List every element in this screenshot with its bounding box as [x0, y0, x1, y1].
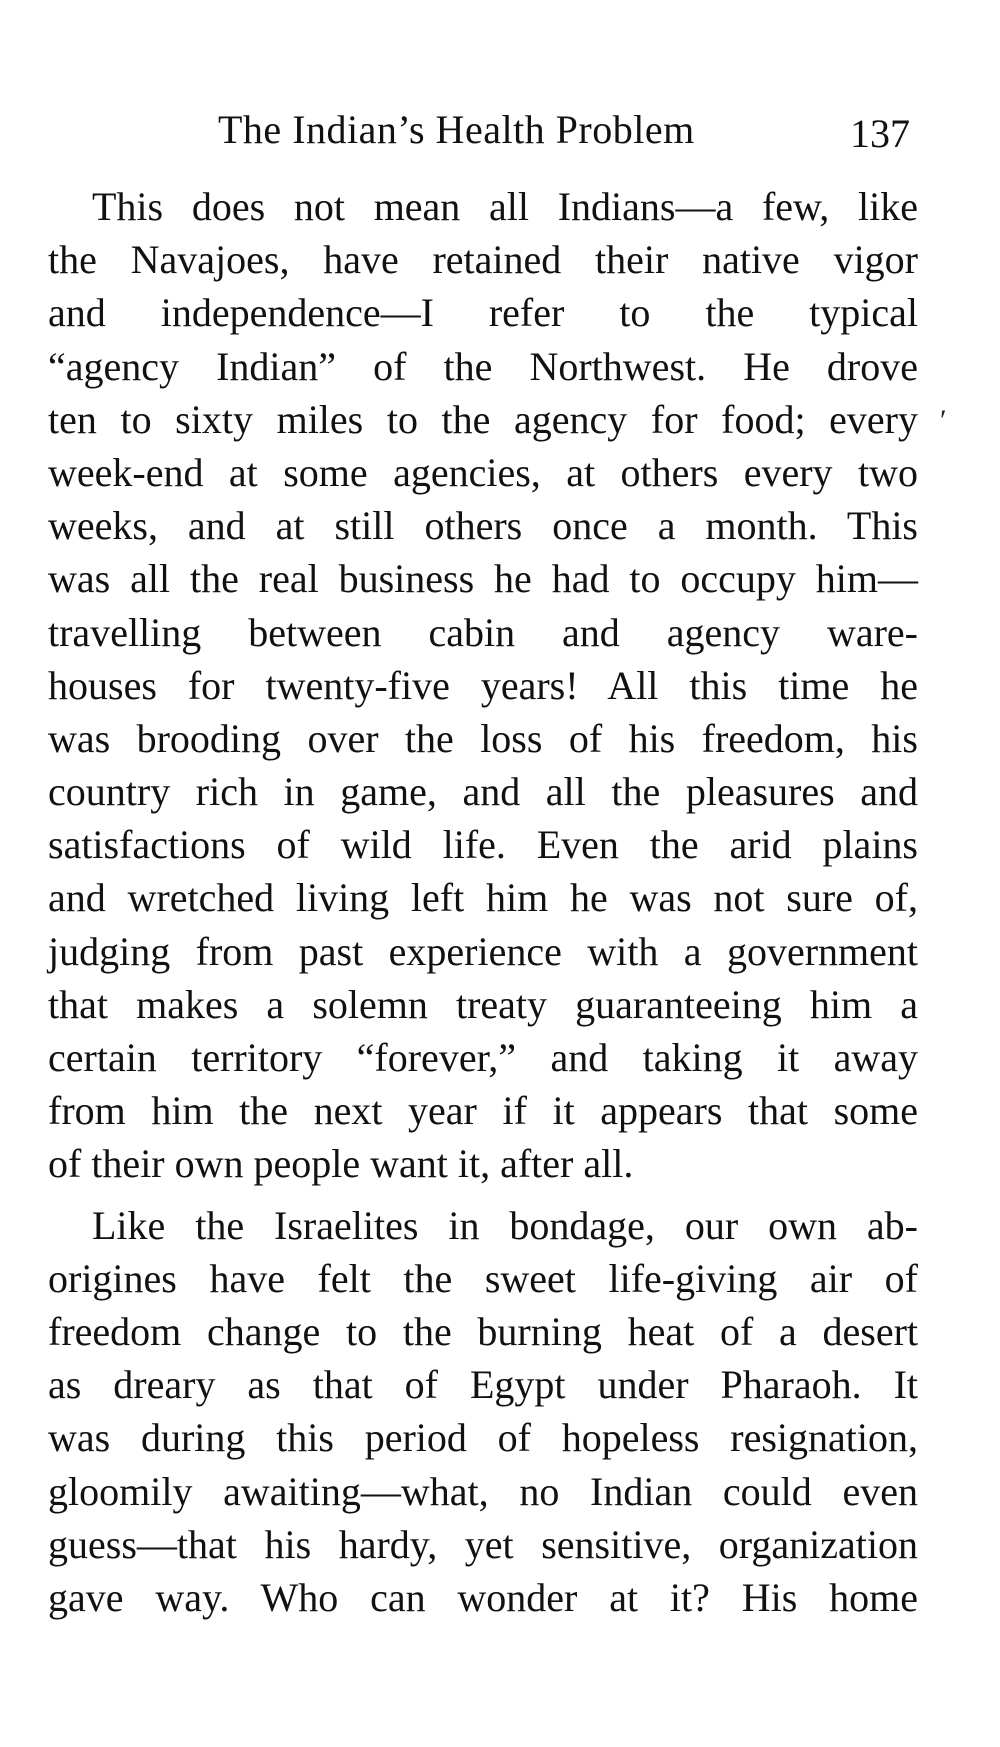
- text-line: ten to sixty miles to the agency for food; every: [48, 396, 918, 442]
- text-line: gloomily awaiting—what, no Indian could even: [48, 1468, 918, 1514]
- text-line: of their own people want it, after all.: [48, 1141, 634, 1187]
- text-line: gave way. Who can wonder at it? His home: [48, 1574, 918, 1620]
- text-line: guess—that his hardy, yet sensitive, organization: [48, 1521, 918, 1567]
- stray-print-mark: ʹ: [940, 404, 947, 437]
- body-text: [48, 180, 918, 1624]
- text-line: houses for twenty-five years! All this time he: [48, 662, 918, 708]
- running-header: [0, 106, 1000, 158]
- text-line: the Navajoes, have retained their native vigor: [48, 237, 918, 283]
- text-line: origines have felt the sweet life-giving air of: [48, 1255, 918, 1301]
- text-line: certain territory “forever,” and taking it away: [48, 1035, 918, 1080]
- running-title: The Indian’s Health Problem: [218, 107, 695, 152]
- text-line: judging from past experience with a government: [48, 928, 918, 974]
- text-line: was during this period of hopeless resignation,: [48, 1415, 918, 1461]
- paragraph-gap: [48, 1191, 918, 1199]
- paragraph-2: [48, 1199, 918, 1625]
- text-line: was all the real business he had to occupy him—: [48, 556, 918, 602]
- text-line: that makes a solemn treaty guaranteeing him a: [48, 981, 918, 1027]
- text-line: week-end at some agencies, at others every two: [48, 449, 918, 495]
- text-line: freedom change to the burning heat of a desert: [48, 1308, 918, 1354]
- text-line: and wretched living left him he was not sure of,: [48, 875, 918, 921]
- page-number: 137: [850, 111, 910, 156]
- text-line: This does not mean all Indians—a few, like: [92, 184, 918, 229]
- text-line: country rich in game, and all the pleasures and: [48, 769, 918, 815]
- text-line: as dreary as that of Egypt under Pharaoh. It: [48, 1362, 918, 1408]
- text-line: from him the next year if it appears that some: [48, 1088, 918, 1134]
- text-line: was brooding over the loss of his freedom, his: [48, 715, 918, 761]
- text-line: Like the Israelites in bondage, our own ab-: [92, 1202, 918, 1248]
- text-line: satisfactions of wild life. Even the arid plains: [48, 822, 918, 868]
- text-line: and independence—I refer to the typical: [48, 290, 918, 336]
- text-line: “agency Indian” of the Northwest. He drove: [48, 343, 918, 389]
- paragraph-1: [48, 180, 918, 1191]
- text-line: weeks, and at still others once a month. This: [48, 503, 918, 549]
- text-line: travelling between cabin and agency ware-: [48, 609, 918, 655]
